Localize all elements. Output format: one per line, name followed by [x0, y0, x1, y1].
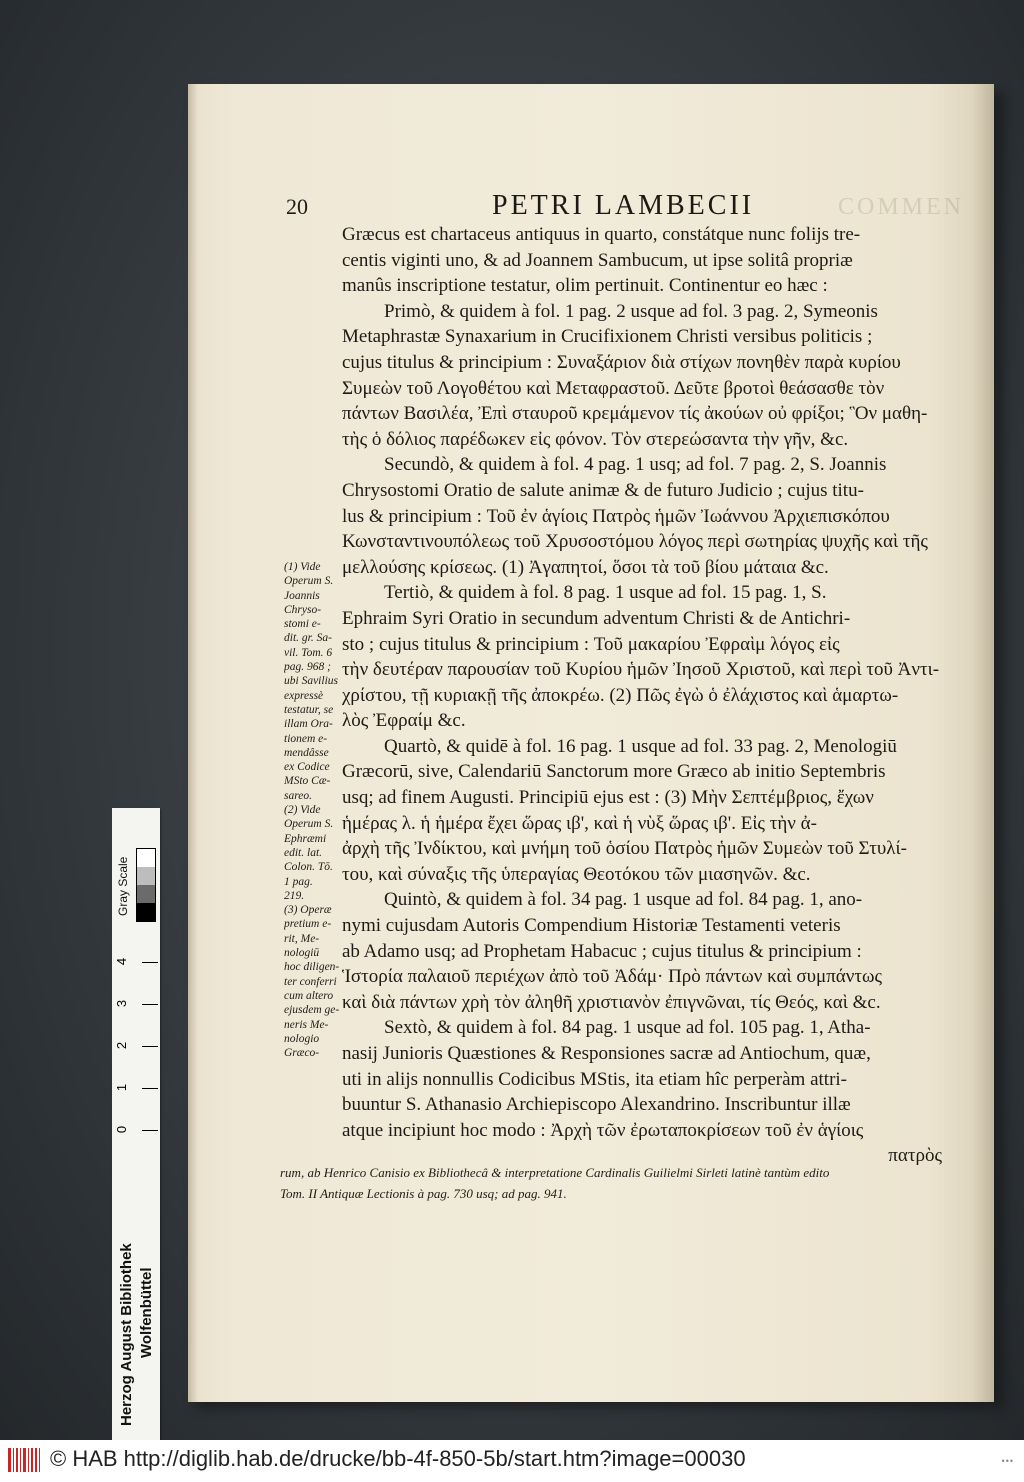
- text-line: Tertiò, & quidem à fol. 8 pag. 1 usque ad fol. 15 pag. 1, S.: [384, 582, 827, 604]
- text-line: λὸς Ἐφραίμ &c.: [342, 710, 466, 732]
- logo-bar: [39, 1448, 40, 1472]
- text-line: Quartò, & quidē à fol. 16 pag. 1 usque ad fol. 33 pag. 2, Menologiū: [384, 735, 897, 757]
- marginal-note-line: ubi Savilius: [284, 675, 338, 688]
- marginal-note-line: rit, Me-: [284, 932, 320, 945]
- ruler-tick-label: 1: [114, 1083, 130, 1092]
- text-line: lus & principium : Τοῦ ἐν ἁγίοις Πατρὸς ἡμῶν Ἰωάννου Ἀρχιεπισκόπου: [342, 505, 890, 527]
- text-line: sto ; cujus titulus & principium : Τοῦ μακαρίου Ἐφραὶμ λόγος εἰς: [342, 633, 840, 655]
- logo-bar: [8, 1448, 11, 1472]
- text-line: cujus titulus & principium : Συναξάριον διὰ στίχων πονηθὲν παρὰ κυρίου: [342, 351, 901, 373]
- text-line: Sextò, & quidem à fol. 84 pag. 1 usque ad fol. 105 pag. 1, Atha-: [384, 1017, 871, 1039]
- marginal-note-line: (2) Vide: [284, 804, 321, 817]
- gray-scale-ruler: [112, 808, 160, 1440]
- gray-swatch: [137, 903, 155, 921]
- logo-bar: [28, 1448, 29, 1472]
- text-line: χρίστου, τῇ κυριακῇ τῆς ἀποκρέω. (2) Πῶς ἐγὼ ὁ ἐλάχιστος καὶ ἁμαρτω-: [342, 684, 899, 706]
- marginal-note-line: Ephræmi: [284, 832, 327, 845]
- marginal-note-line: 1 pag.: [284, 875, 313, 888]
- marginal-note-line: tionem e-: [284, 732, 328, 745]
- running-head: [188, 186, 994, 220]
- text-line: buuntur S. Athanasio Archiepiscopo Alexandrino. Inscribuntur illæ: [342, 1094, 851, 1116]
- text-line: Secundò, & quidem à fol. 4 pag. 1 usq; ad fol. 7 pag. 2, S. Joannis: [384, 454, 887, 476]
- marginal-note-line: nologio: [284, 1032, 320, 1045]
- marginal-note-line: Operum S.: [284, 818, 334, 831]
- attribution-bar: [0, 1440, 1024, 1482]
- marginal-note-line: Græco-: [284, 1047, 320, 1060]
- ruler-tick: [142, 962, 158, 963]
- marginal-note-line: 219.: [284, 889, 305, 902]
- text-line: usq; ad finem Augusti. Principiū ejus est : (3) Μὴν Σεπτέμβριος, ἔχων: [342, 787, 874, 809]
- text-line: nasij Junioris Quæstiones & Responsiones sacræ ad Antiochum, quæ,: [342, 1043, 871, 1064]
- ruler-ticks: [112, 920, 160, 1140]
- text-line: Metaphrastæ Synaxarium in Crucifixionem Christi versibus politicis ;: [342, 326, 873, 348]
- gray-swatch: [137, 867, 155, 885]
- footnote-line: Tom. II Antiquæ Lectionis à pag. 730 usq; ad pag. 941.: [280, 1186, 567, 1201]
- marginal-note-line: dit. gr. Sa-: [284, 632, 332, 645]
- marginal-note-line: (3) Operæ: [284, 904, 332, 917]
- logo-bar: [20, 1448, 21, 1472]
- ruler-tick-label: 3: [114, 999, 130, 1008]
- marginal-note-line: MSto Cæ-: [284, 775, 331, 788]
- marginal-note-line: ex Codice: [284, 761, 330, 774]
- marginal-note-line: illam Ora-: [284, 718, 333, 731]
- text-line: μελλούσης κρίσεως. (1) Ἀγαπητοί, ὅσοι τὰ τοῦ βίου μάταια &c.: [342, 556, 829, 578]
- marginal-note-line: (1) Vide: [284, 561, 321, 573]
- marginal-note-line: pretium e-: [284, 918, 332, 931]
- ruler-tick-label: 2: [114, 1041, 130, 1050]
- library-name: Herzog August Bibliothek: [118, 1243, 135, 1426]
- marginal-note-line: edit. lat.: [284, 846, 323, 859]
- marginal-note-line: neris Me-: [284, 1018, 329, 1031]
- text-line: Primò, & quidem à fol. 1 pag. 2 usque ad fol. 3 pag. 2, Symeonis: [384, 300, 878, 322]
- text-line: Ephraim Syri Oratio in secundum adventum Christi & de Antichri-: [342, 607, 851, 629]
- text-line: ab Adamo usq; ad Prophetam Habacuc ; cujus titulus & principium :: [342, 940, 862, 962]
- text-line: του, καὶ σύναξις τῆς ὑπεραγίας Θεοτόκου τῶν μιασηνῶν. &c.: [342, 863, 811, 885]
- text-line: Ἱστορία παλαιοῦ περιέχων ἀπὸ τοῦ Ἀδάμ· Πρὸ πάντων καὶ συμπάντως: [342, 966, 883, 988]
- marginal-note-line: ejusdem ge-: [284, 1004, 340, 1017]
- text-line: Συμεὼν τοῦ Λογοθέτου καὶ Μεταφραστοῦ. Δεῦτε βροτοὶ θεάσασθε τὸν: [342, 377, 885, 399]
- text-line: καὶ διὰ πάντων χρὴ τὸν ἀληθῆ χριστιανὸν ἐπιγνῶναι, τίς Θεός, καὶ &c.: [342, 991, 881, 1013]
- page-edge-shade: [972, 84, 994, 1402]
- source-url[interactable]: © HAB http://diglib.hab.de/drucke/bb-4f-850-5b/start.htm?image=00030: [50, 1446, 746, 1471]
- logo-bar: [31, 1448, 33, 1472]
- gray-swatch: [137, 885, 155, 903]
- text-line: Græcus est chartaceus antiquus in quarto, constátque nunc folijs tre-: [342, 224, 861, 245]
- ruler-institution-label: [112, 1108, 160, 1438]
- marginal-note-line: Operum S.: [284, 575, 334, 588]
- logo-bar: [13, 1448, 14, 1472]
- marginal-note-line: testatur, se: [284, 703, 334, 716]
- hab-logo-icon: [8, 1448, 40, 1472]
- running-head-title: PETRI LAMBECII: [492, 190, 755, 221]
- text-line: τὴς ὁ δόλιος παρέδωκεν εἰς φόνον. Τὸν στερεώσαντα τὴν γῆν, &c.: [342, 428, 849, 450]
- text-line: ἀρχὴ τῆς Ἰνδίκτου, καὶ μνήμη τοῦ ὁσίου Πατρὸς ἡμῶν Συμεὼν τοῦ Στυλί-: [342, 838, 907, 860]
- text-line: Κωνσταντινουπόλεως τοῦ Χρυσοστόμου λόγος περὶ σωτηρίας ψυχῆς καὶ τῆς: [342, 531, 928, 553]
- marginal-note-line: Joannis: [284, 589, 320, 602]
- logo-bar: [35, 1448, 37, 1472]
- marginal-note-line: mendâsse: [284, 746, 329, 759]
- gray-scale-title: Gray Scale: [116, 856, 130, 916]
- text-line: nymi cujusdam Autoris Compendium Historiæ Testamenti veteris: [342, 915, 841, 937]
- ruler-tick: [142, 1088, 158, 1089]
- text-line: Quintò, & quidem à fol. 34 pag. 1 usque ad fol. 84 pag. 1, ano-: [384, 889, 863, 911]
- text-line: manûs inscriptione testatur, olim pertinuit. Continentur eo hæc :: [342, 275, 828, 297]
- logo-bar: [23, 1448, 26, 1472]
- ruler-tick-label: 4: [114, 957, 130, 966]
- marginal-note-line: vil. Tom. 6: [284, 646, 333, 659]
- ruler-tick-label: 0: [114, 1125, 130, 1134]
- page-gutter-shade: [188, 84, 198, 1402]
- text-line: πάντων Βασιλέα, Ἐπὶ σταυροῦ κρεμάμενον τίς ἀκούων οὐ φρίξοι; Ὃν μαθη-: [342, 403, 928, 425]
- text-line: Græcorū, sive, Calendariū Sanctorum more Græco ab initio Septembris: [342, 761, 886, 783]
- ruler-tick: [142, 1004, 158, 1005]
- marginal-note-line: sareo.: [284, 789, 313, 802]
- marginal-note-line: cum altero: [284, 989, 334, 1002]
- marginal-note-line: Chryso-: [284, 603, 322, 616]
- text-line: ἡμέρας λ. ἡ ἡμέρα ἔχει ὥρας ιβ', καὶ ἡ νὺξ ὥρας ιβ'. Εἰς τὴν ἀ-: [342, 812, 817, 834]
- text-line: τὴν δευτέραν παρουσίαν τοῦ Κυρίου ἡμῶν Ἰησοῦ Χριστοῦ, καὶ περὶ τοῦ Ἀντι-: [342, 659, 940, 681]
- book-page: [188, 84, 994, 1402]
- page-number: 20: [286, 194, 308, 219]
- gray-swatches: [136, 848, 156, 922]
- text-line: centis viginti uno, & ad Joannem Sambucum, ut ipse solitâ propriæ: [342, 249, 853, 271]
- footnote-block: [280, 1162, 970, 1204]
- marginal-note-line: Colon. Tō.: [284, 861, 333, 874]
- text-line: Chrysostomi Oratio de salute animæ & de futuro Judicio ; cujus titu-: [342, 479, 864, 501]
- marginal-note-line: hoc diligen-: [284, 961, 340, 974]
- text-line: πατρὸς: [888, 1145, 942, 1167]
- main-text-block: [342, 222, 962, 1169]
- logo-bar: [16, 1448, 18, 1472]
- marginal-note-line: expressè: [284, 689, 324, 702]
- marginal-note-line: nologiū: [284, 947, 320, 960]
- ruler-tick: [142, 1046, 158, 1047]
- text-line: atque incipiunt hoc modo : Ἀρχὴ τῶν ἐρωταποκρίσεων τοῦ ἐν ἁγίοις: [342, 1119, 864, 1141]
- marginal-note-line: stomi e-: [284, 618, 321, 631]
- more-icon: •••: [1001, 1456, 1014, 1466]
- text-line: uti in alijs nonnullis Codicibus MStis, ita etiam hîc perperàm attri-: [342, 1068, 848, 1090]
- marginal-notes: [284, 560, 344, 1060]
- footnote-line: rum, ab Henrico Canisio ex Bibliothecâ & interpretatione Cardinalis Guilielmi Sirleti latinè tantùm edito: [280, 1165, 830, 1180]
- library-city: Wolfenbüttel: [138, 1267, 155, 1358]
- marginal-note-line: ter conferri: [284, 975, 337, 988]
- marginal-note-line: pag. 968 ;: [284, 661, 331, 674]
- gray-swatch: [137, 849, 155, 867]
- show-through-text: COMMEN: [838, 194, 965, 220]
